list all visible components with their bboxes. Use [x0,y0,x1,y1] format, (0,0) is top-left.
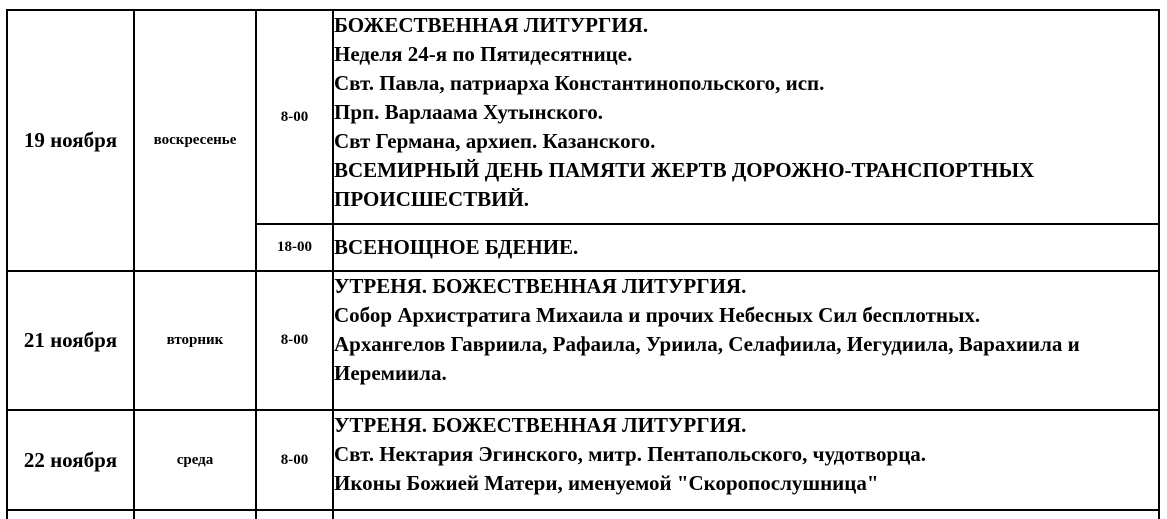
service-line: Свт. Павла, патриарха Константинопольского, исп. [334,71,825,95]
service-line: ВСЕНОЩНОЕ БДЕНИЕ. [334,235,579,259]
service-line: Неделя 24-я по Пятидесятнице. [334,42,633,66]
service-line: ВСЕМИРНЫЙ ДЕНЬ ПАМЯТИ ЖЕРТВ ДОРОЖНО-ТРАНСПОРТНЫХ ПРОИСШЕСТВИЙ. [334,158,1035,211]
service-line: Иконы Божией Матери, именуемой "Скоропослушница" [334,471,879,495]
service-line: Архангелов Гавриила, Рафаила, Уриила, Селафиила, Иегудиила, Варахиила и Иеремиила. [334,332,1080,385]
date-cell: 19 ноября [7,10,134,271]
service-line: Собор Архистратига Михаила и прочих Небесных Сил бесплотных. [334,303,981,327]
time-cell: 8-00 [256,410,333,510]
service-line: БОЖЕСТВЕННАЯ ЛИТУРГИЯ. [334,13,649,37]
date-cell: 21 ноября [7,271,134,410]
time-cell [256,510,333,519]
service-line: УТРЕНЯ. БОЖЕСТВЕННАЯ ЛИТУРГИЯ. [334,413,747,437]
time-cell: 8-00 [256,271,333,410]
service-description [333,224,1159,271]
weekday-cell: воскресенье [134,10,256,271]
weekday-cell: среда [134,410,256,510]
service-description [333,510,1159,519]
date-cell: 22 ноября [7,410,134,510]
table-row-partial [7,510,1159,519]
time-cell: 8-00 [256,10,333,224]
weekday-cell: вторник [134,271,256,410]
service-line: Прп. Варлаама Хутынского. [334,100,604,124]
service-line: Свт Германа, архиеп. Казанского. [334,129,656,153]
weekday-cell [134,510,256,519]
table-row [7,10,1159,224]
service-description [333,10,1159,224]
service-line: Свт. Нектария Эгинского, митр. Пентапольского, чудотворца. [334,442,927,466]
date-cell [7,510,134,519]
table-row [7,410,1159,510]
service-description [333,271,1159,410]
time-cell: 18-00 [256,224,333,271]
service-schedule-table [6,9,1160,519]
service-description [333,410,1159,510]
table-row [7,271,1159,410]
service-line: УТРЕНЯ. БОЖЕСТВЕННАЯ ЛИТУРГИЯ. [334,274,747,298]
